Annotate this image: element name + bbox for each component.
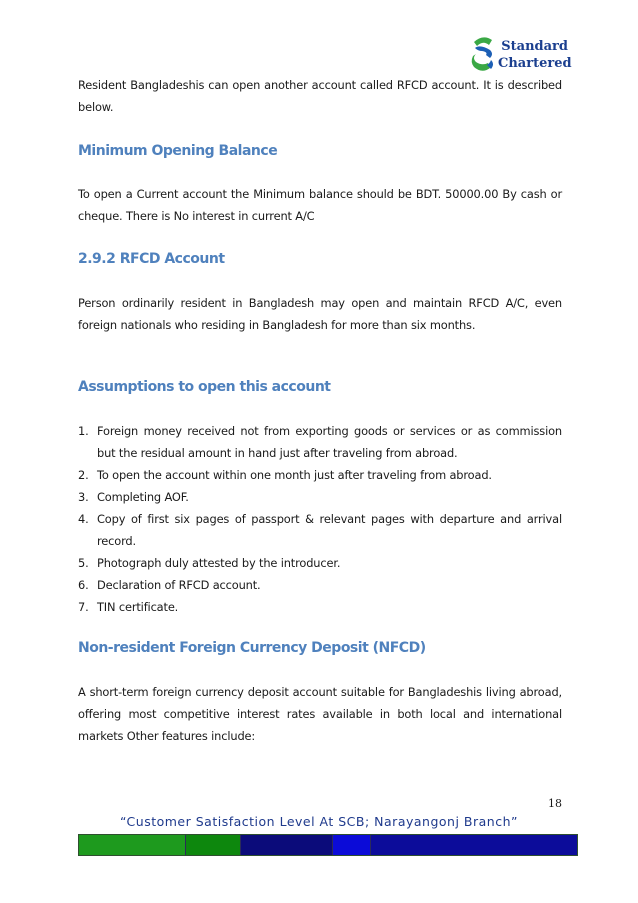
footer-bar-segment	[371, 835, 577, 855]
heading-rfcd-account: 2.9.2 RFCD Account	[78, 251, 225, 267]
page-number: 18	[548, 797, 562, 810]
page-content	[78, 74, 562, 747]
heading-assumptions: Assumptions to open this account	[78, 379, 331, 395]
list-item	[78, 486, 562, 508]
standard-chartered-emblem-icon	[470, 34, 496, 74]
footer-bar-segment	[333, 835, 371, 855]
heading-nfcd: Non-resident Foreign Currency Deposit (NFCD)	[78, 640, 426, 656]
footer-title: “Customer Satisfaction Level At SCB; Narayangonj Branch”	[120, 814, 518, 829]
nfcd-paragraph: A short-term foreign currency deposit account suitable for Bangladeshis living abroad, offering most competitive interest rates available in both local and international markets Other features include:	[78, 685, 562, 743]
standard-chartered-logo	[470, 32, 570, 76]
list-item	[78, 464, 562, 486]
list-item-number: 1.	[78, 424, 89, 438]
list-item-number: 5.	[78, 556, 89, 570]
list-item-text: Declaration of RFCD account.	[97, 578, 261, 592]
footer-bar-segment	[79, 835, 186, 855]
list-item-text: Photograph duly attested by the introducer.	[97, 556, 341, 570]
intro-paragraph: Resident Bangladeshis can open another account called RFCD account. It is described below.	[78, 78, 562, 114]
list-item	[78, 420, 562, 464]
assumptions-list	[78, 420, 562, 618]
brand-name	[498, 38, 572, 72]
list-item-number: 4.	[78, 512, 89, 526]
list-item-text: Completing AOF.	[97, 490, 189, 504]
list-item-text: TIN certificate.	[97, 600, 179, 614]
footer-bar-segment	[241, 835, 333, 855]
footer-color-bar	[78, 834, 578, 856]
list-item-number: 7.	[78, 600, 89, 614]
heading-minimum-opening-balance: Minimum Opening Balance	[78, 143, 278, 159]
list-item	[78, 552, 562, 574]
list-item-text: To open the account within one month just after traveling from abroad.	[97, 468, 492, 482]
footer-bar-segment	[186, 835, 241, 855]
list-item-number: 2.	[78, 468, 89, 482]
list-item-number: 3.	[78, 490, 89, 504]
list-item	[78, 574, 562, 596]
minimum-balance-paragraph: To open a Current account the Minimum balance should be BDT. 50000.00 By cash or cheque. There is No interest in current A/C	[78, 187, 562, 223]
list-item	[78, 596, 562, 618]
brand-line-standard: Standard	[501, 39, 568, 54]
list-item-text: Foreign money received not from exporting goods or services or as commission but the residual amount in hand just after traveling from abroad.	[97, 424, 562, 460]
list-item-number: 6.	[78, 578, 89, 592]
list-item-text: Copy of first six pages of passport & relevant pages with departure and arrival record.	[97, 512, 562, 548]
rfcd-paragraph: Person ordinarily resident in Bangladesh may open and maintain RFCD A/C, even foreign nationals who residing in Bangladesh for more than six months.	[78, 296, 562, 332]
brand-line-chartered: Chartered	[498, 56, 572, 71]
list-item	[78, 508, 562, 552]
